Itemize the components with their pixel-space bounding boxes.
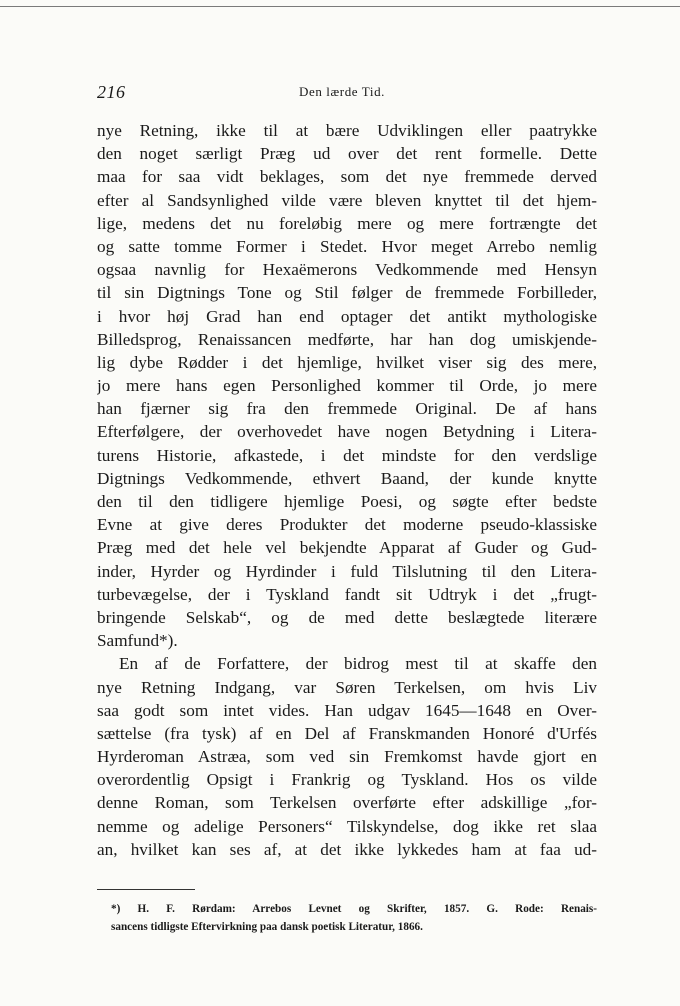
top-edge-rule (0, 6, 680, 7)
text-line: den til den tidligere hjemlige Poesi, og søgte efter bedste (97, 492, 597, 511)
text-line: saa godt som intet vides. Han udgav 1645—1648 en Over- (97, 700, 597, 720)
text-line: jo mere hans egen Personlighed kommer til Orde, jo mere (97, 376, 597, 396)
text-line: lige, medens det nu foreløbig mere og mere fortrængte det (97, 213, 597, 233)
text-line: turens Historie, afkastede, i det mindste for den verdslige (97, 445, 597, 465)
text-line: han fjærner sig fra den fremmede Original. De af hans (97, 399, 597, 419)
text-line: nye Retning, ikke til at bære Udviklingen eller paatrykke (97, 121, 597, 140)
text-line: efter al Sandsynlighed vilde være bleven knyttet til det hjem- (97, 190, 597, 210)
text-line: Hyrderoman Astræa, som ved sin Fremkomst havde gjort en (97, 747, 597, 767)
text-line: Billedsprog, Renaissancen medførte, har han dog umiskjende- (97, 329, 597, 349)
footnote (97, 901, 597, 936)
footnote-divider (97, 889, 195, 890)
body-text (97, 119, 597, 861)
text-line: den noget særligt Præg ud over det rent formelle. Dette (97, 144, 597, 164)
text-line: an, hvilket kan ses af, at det ikke lykkedes ham at faa ud- (97, 839, 597, 859)
page-number: 216 (97, 82, 126, 102)
text-line: lig dybe Rødder i det hjemlige, hvilket viser sig des mere, (97, 352, 597, 372)
text-line: i hvor høj Grad han end optager det antikt mythologiske (97, 306, 597, 326)
running-title: Den lærde Tid. (298, 84, 386, 99)
text-line: og satte tomme Former i Stedet. Hvor meget Arrebo nemlig (97, 236, 597, 256)
text-line: Efterfølgere, der overhovedet have nogen Betydning i Litera- (97, 422, 597, 442)
text-line: denne Roman, som Terkelsen overførte efter adskillige „for- (97, 793, 597, 813)
footnote-line: *) H. F. Rørdam: Arrebos Levnet og Skrifter, 1857. G. Rode: Renais- (111, 903, 597, 915)
text-line: nye Retning Indgang, var Søren Terkelsen, om hvis Liv (97, 677, 597, 697)
text-line: Digtnings Vedkommende, ethvert Baand, der kunde knytte (97, 468, 597, 488)
text-line: inder, Hyrder og Hyrdinder i fuld Tilslutning til den Litera- (97, 561, 597, 581)
text-line: Evne at give deres Produkter det moderne pseudo-klassiske (97, 515, 597, 535)
paragraph-end-line: Samfund*). (97, 631, 178, 651)
text-line: maa for saa vidt beklages, som det nye fremmede derved (97, 167, 597, 187)
text-line: ogsaa navnlig for Hexaëmerons Vedkommende med Hensyn (97, 260, 597, 280)
text-line: nemme og adelige Personers“ Tilskyndelse, dog ikke ret slaa (97, 816, 597, 836)
text-line: turbevægelse, der i Tyskland fandt sit Udtryk i det „frugt- (97, 584, 597, 604)
paragraph-start-line: En af de Forfattere, der bidrog mest til at skaffe den (119, 654, 597, 674)
text-line: overordentlig Opsigt i Frankrig og Tyskland. Hos os vilde (97, 770, 597, 790)
page-header (97, 82, 597, 106)
footnote-line: sancens tidligste Eftervirkning paa dansk poetisk Literatur, 1866. (111, 920, 423, 933)
text-line: Præg med det hele vel bekjendte Apparat af Guder og Gud- (97, 538, 597, 558)
text-line: sættelse (fra tysk) af en Del af Franskmanden Honoré d'Urfés (97, 723, 597, 743)
text-line: bringende Selskab“, og de med dette beslægtede literære (97, 607, 597, 627)
text-line: til sin Digtnings Tone og Stil følger de fremmede Forbilleder, (97, 283, 597, 303)
